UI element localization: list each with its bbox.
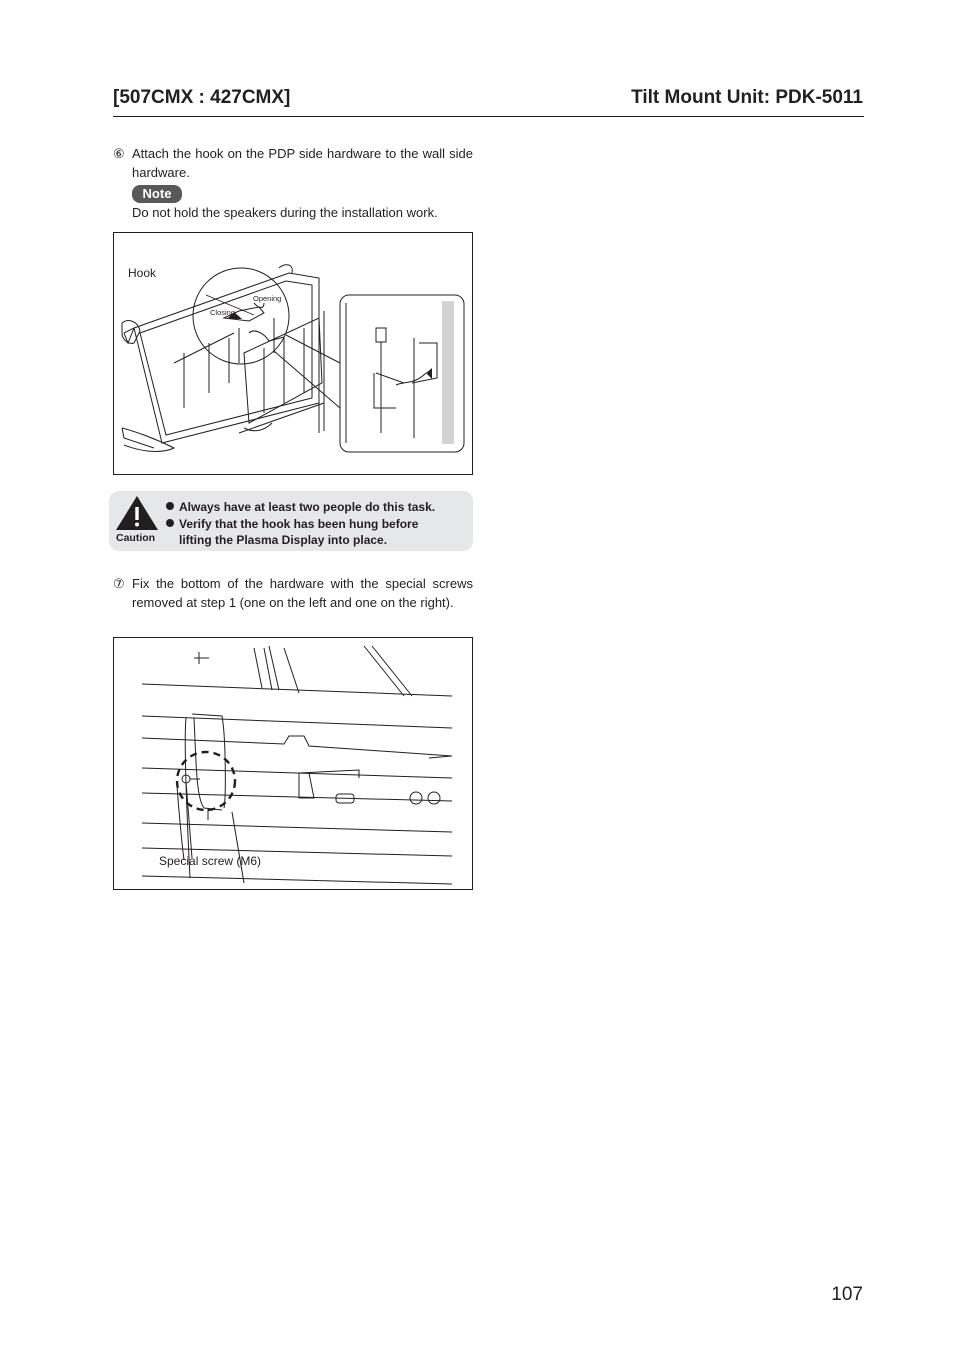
screw-label: Special screw (M6) (159, 854, 262, 868)
bullet-icon (166, 502, 174, 510)
hook-label: Hook (128, 266, 157, 280)
page-number: 107 (831, 1284, 863, 1305)
step-number: ⑥ (113, 146, 125, 161)
note-badge: Note (132, 185, 182, 203)
caution-item: Always have at least two people do this task. (166, 499, 435, 515)
unit-title: Tilt Mount Unit: PDK-5011 (631, 87, 863, 108)
step-7 (113, 574, 473, 612)
caution-item-continued: lifting the Plasma Display into place. (179, 533, 388, 547)
closing-label: Closing (210, 308, 236, 317)
caution-label: Caution (116, 532, 156, 544)
bullet-icon (166, 519, 174, 527)
caution-item: Verify that the hook has been hung before (166, 516, 418, 532)
opening-label: Opening (253, 294, 282, 303)
step-text: Fix the bottom of the hardware with the special screws removed at step 1 (one on the left and one on the right). (132, 576, 473, 610)
screw-drawing (114, 638, 472, 889)
hook-illustration (113, 232, 473, 475)
note-text: Do not hold the speakers during the installation work. (132, 205, 438, 220)
hook-drawing (114, 233, 472, 474)
step-text: Attach the hook on the PDP side hardware to the wall side hardware. (132, 146, 473, 180)
screw-illustration (113, 637, 473, 890)
warning-triangle-icon (114, 494, 160, 532)
step-number: ⑦ (113, 576, 125, 591)
wall-shading (442, 301, 454, 444)
step-6 (113, 144, 473, 182)
model-heading: [507CMX : 427CMX] (113, 87, 291, 108)
header-divider (113, 116, 864, 117)
